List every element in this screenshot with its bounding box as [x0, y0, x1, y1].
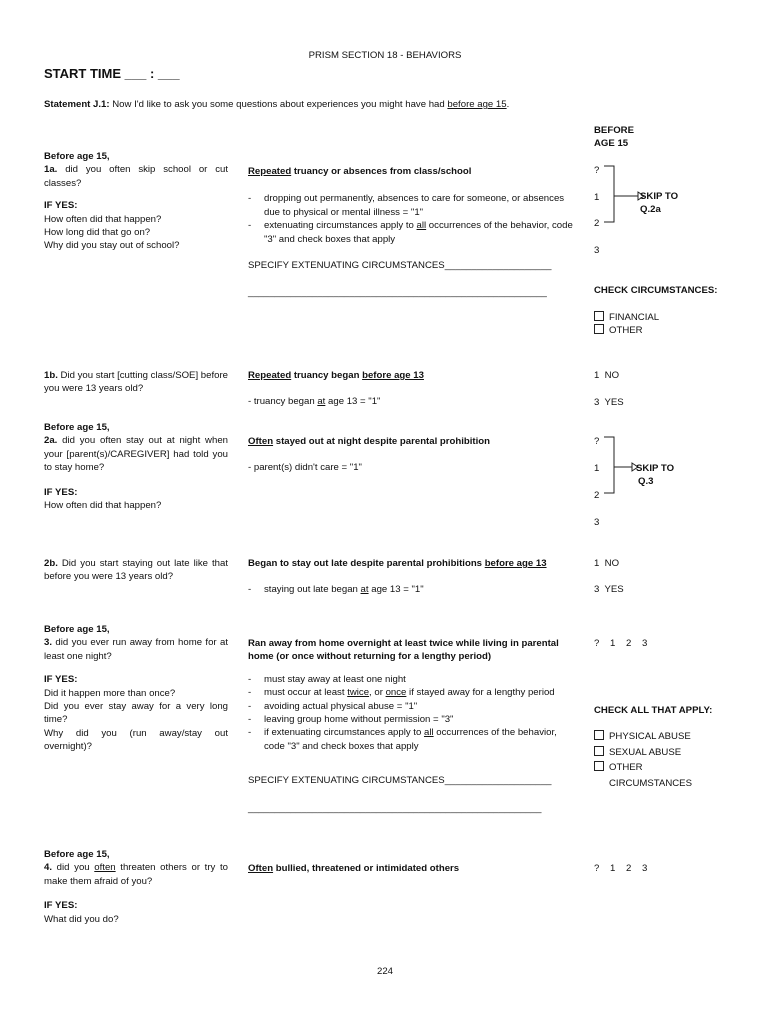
page-header: PRISM SECTION 18 - BEHAVIORS — [308, 50, 462, 61]
q3-note-extenuating: - if extenuating circumstances apply to all occurrences of the behavior, code "3" and check boxes that apply — [248, 726, 578, 753]
q4-criteria: Often bullied, threatened or intimidated others — [248, 863, 460, 874]
checkbox-financial[interactable] — [594, 311, 604, 321]
q2a-skip: SKIP TO Q.3 — [636, 463, 675, 488]
q1b-question: 1b. Did you start [cutting class/SOE] before you were 13 years old? — [44, 370, 228, 395]
checkbox-other-circumstances[interactable] — [594, 761, 604, 771]
q1a-criteria: Repeated truancy or absences from class/school - dropping out permanently, absences to care for someone, or absences due to physical or mental illness = "1" - extenuating circumstances apply to all occurrences of the behavior, code "3" and check boxes that apply SPECIFY EXTENUATING CIRCUMSTANCES____________________ ________________________________________________________ — [248, 165, 578, 300]
q2a-skip-bracket — [604, 437, 640, 497]
q3-criteria: Ran away from home overnight at least twice while living in parental home (or once without returning for a lengthy period) - must stay away at least one night - must occur at least twice, or once if stayed away for a lengthy period - avoiding actual physical abuse = "1" - leaving group home without permission = "3" - if extenuating circumstances apply to all occurrences of the behavior, code "3" and check boxes that apply SPECIFY EXTENUATING CIRCUMSTANCES____________________ _______________________________________________________ — [248, 637, 578, 815]
checkbox-sexual-abuse[interactable] — [594, 746, 604, 756]
q2b-criteria: Began to stay out late despite parental prohibitions before age 13 - staying out late began at age 13 = "1" — [248, 557, 578, 597]
q1a-note-extenuating: - extenuating circumstances apply to all occurrences of the behavior, code "3" and check boxes that apply — [248, 219, 578, 246]
q3-checkboxes: PHYSICAL ABUSE SEXUAL ABUSE OTHER CIRCUMSTANCES — [594, 729, 692, 791]
q4-question: Before age 15, 4. did you often threaten others or try to make them afraid of you? IF YES: What did you do? — [44, 849, 228, 925]
q1a-skip-bracket — [604, 166, 644, 226]
checkbox-physical-abuse[interactable] — [594, 730, 604, 740]
q4-codes: ? 1 2 3 — [594, 863, 648, 874]
q1a-check-label: CHECK CIRCUMSTANCES: — [594, 285, 718, 296]
q3-question: Before age 15, 3. did you ever run away from home for at least one night? IF YES: Did it happen more than once? Did you ever stay away for a very long time? Why did you (run away/stay out overnight)? — [44, 624, 228, 753]
statement: Statement J.1: Now I'd like to ask you some questions about experiences you might have had before age 15. — [44, 99, 510, 110]
q1a-checkboxes: FINANCIAL OTHER — [594, 311, 659, 338]
checkbox-other[interactable] — [594, 324, 604, 334]
column-header: BEFORE AGE 15 — [594, 125, 634, 150]
q2a-criteria: Often stayed out at night despite parental prohibition - parent(s) didn't care = "1" — [248, 436, 490, 474]
q2a-question: Before age 15, 2a. did you often stay out at night when your [parent(s)/CAREGIVER] had told you to stay home? IF YES: How often did that happen? — [44, 422, 228, 512]
q1a-question: Before age 15, 1a. did you often skip school or cut classes? IF YES: How often did that happen? How long did that go on? Why did you stay out of school? — [44, 151, 228, 252]
q3-check-label: CHECK ALL THAT APPLY: — [594, 705, 713, 716]
q2b-question: 2b. Did you start staying out late like that before you were 13 years old? — [44, 558, 228, 583]
q3-codes: ? 1 2 3 — [594, 638, 648, 649]
q1b-criteria: Repeated truancy began before age 13 - truancy began at age 13 = "1" — [248, 370, 424, 408]
q3-note-frequency: - must occur at least twice, or once if stayed away for a lengthy period — [248, 686, 578, 699]
page-number: 224 — [376, 966, 393, 977]
q1a-skip: SKIP TO Q.2a — [640, 191, 679, 216]
start-time: START TIME ___ : ___ — [44, 66, 180, 81]
